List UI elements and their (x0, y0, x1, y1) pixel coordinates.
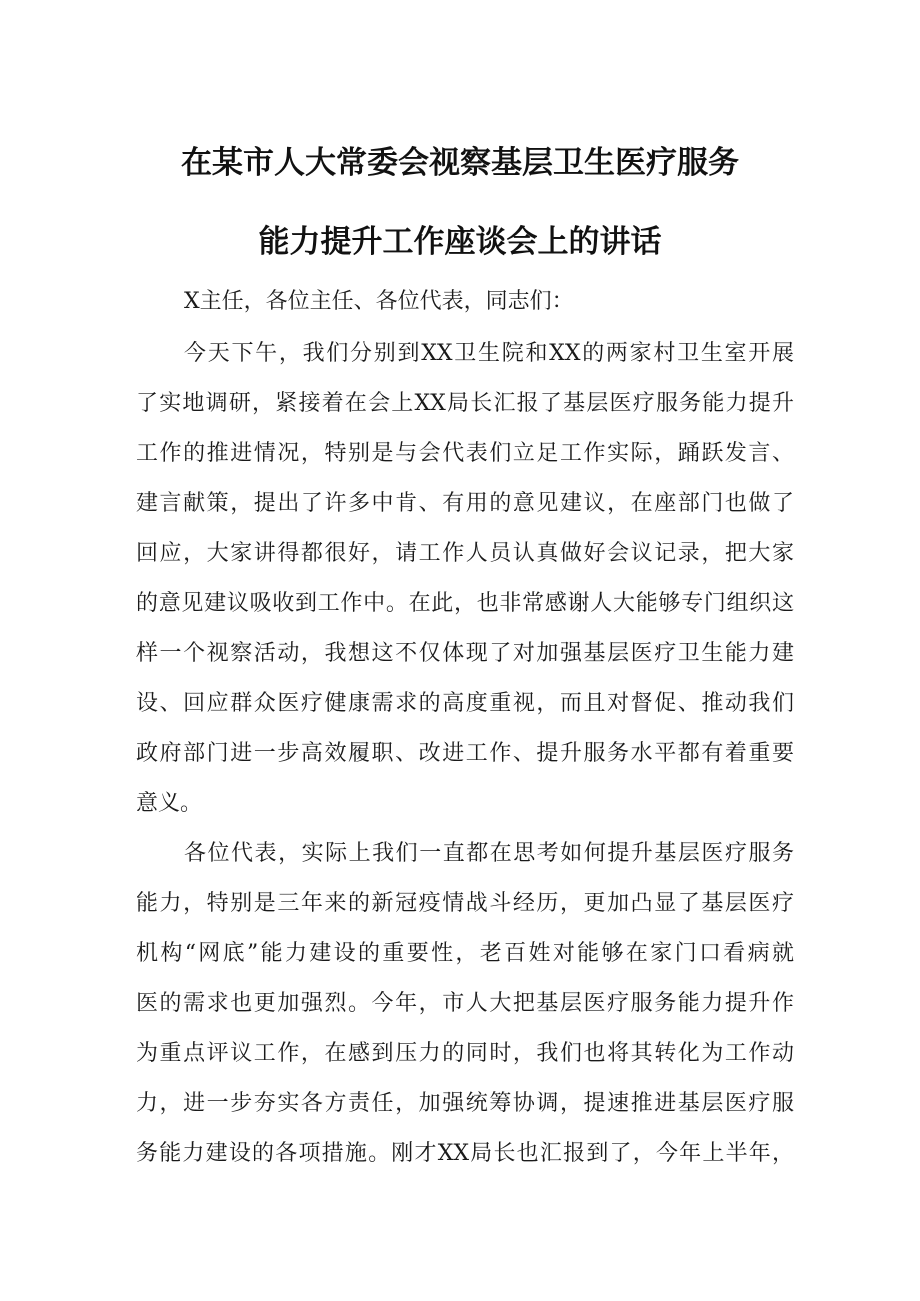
paragraph-1-line: 政府部门进一步高效履职、改进工作、提升服务水平都有着重要 (136, 741, 794, 766)
paragraph-2-line: 能力，特别是三年来的新冠疫情战斗经历，更加凸显了基层医疗 (136, 891, 794, 916)
paragraph-2-line: 各位代表，实际上我们一直都在思考如何提升基层医疗服务 (184, 841, 794, 866)
paragraph-1-line: 设、回应群众医疗健康需求的高度重视，而且对督促、推动我们 (136, 691, 794, 716)
paragraph-1-line: 今天下午，我们分别到XX卫生院和XX的两家村卫生室开展 (184, 341, 794, 366)
paragraph-1-line: 工作的推进情况，特别是与会代表们立足工作实际，踊跃发言、 (136, 441, 794, 466)
paragraph-1-line: 回应，大家讲得都很好，请工作人员认真做好会议记录，把大家 (136, 541, 794, 566)
paragraph-1-line: 建言献策，提出了许多中肯、有用的意见建议，在座部门也做了 (136, 491, 794, 516)
paragraph-2-line: 力，进一步夯实各方责任，加强统筹协调，提速推进基层医疗服 (136, 1091, 794, 1116)
paragraph-1-line: 的意见建议吸收到工作中。在此，也非常感谢人大能够专门组织这 (136, 591, 794, 616)
paragraph-2-line: 为重点评议工作，在感到压力的同时，我们也将其转化为工作动 (136, 1041, 794, 1066)
paragraph-1-line: 了实地调研，紧接着在会上XX局长汇报了基层医疗服务能力提升 (136, 391, 794, 416)
title-line-1: 在某市人大常委会视察基层卫生医疗服务 (181, 145, 739, 181)
salutation-line: X主任，各位主任、各位代表，同志们： (184, 289, 574, 314)
paragraph-1-last-line: 意义。 (136, 791, 203, 816)
paragraph-2-line: 医的需求也更加强烈。今年，市人大把基层医疗服务能力提升作 (136, 991, 794, 1016)
paragraph-2-line: 务能力建设的各项措施。刚才XX局长也汇报到了，今年上半年， (136, 1141, 794, 1166)
paragraph-2-line: 机构“网底”能力建设的重要性，老百姓对能够在家门口看病就 (136, 941, 794, 966)
paragraph-1-line: 样一个视察活动，我想这不仅体现了对加强基层医疗卫生能力建 (136, 641, 794, 666)
title-line-2: 能力提升工作座谈会上的讲话 (258, 224, 662, 260)
